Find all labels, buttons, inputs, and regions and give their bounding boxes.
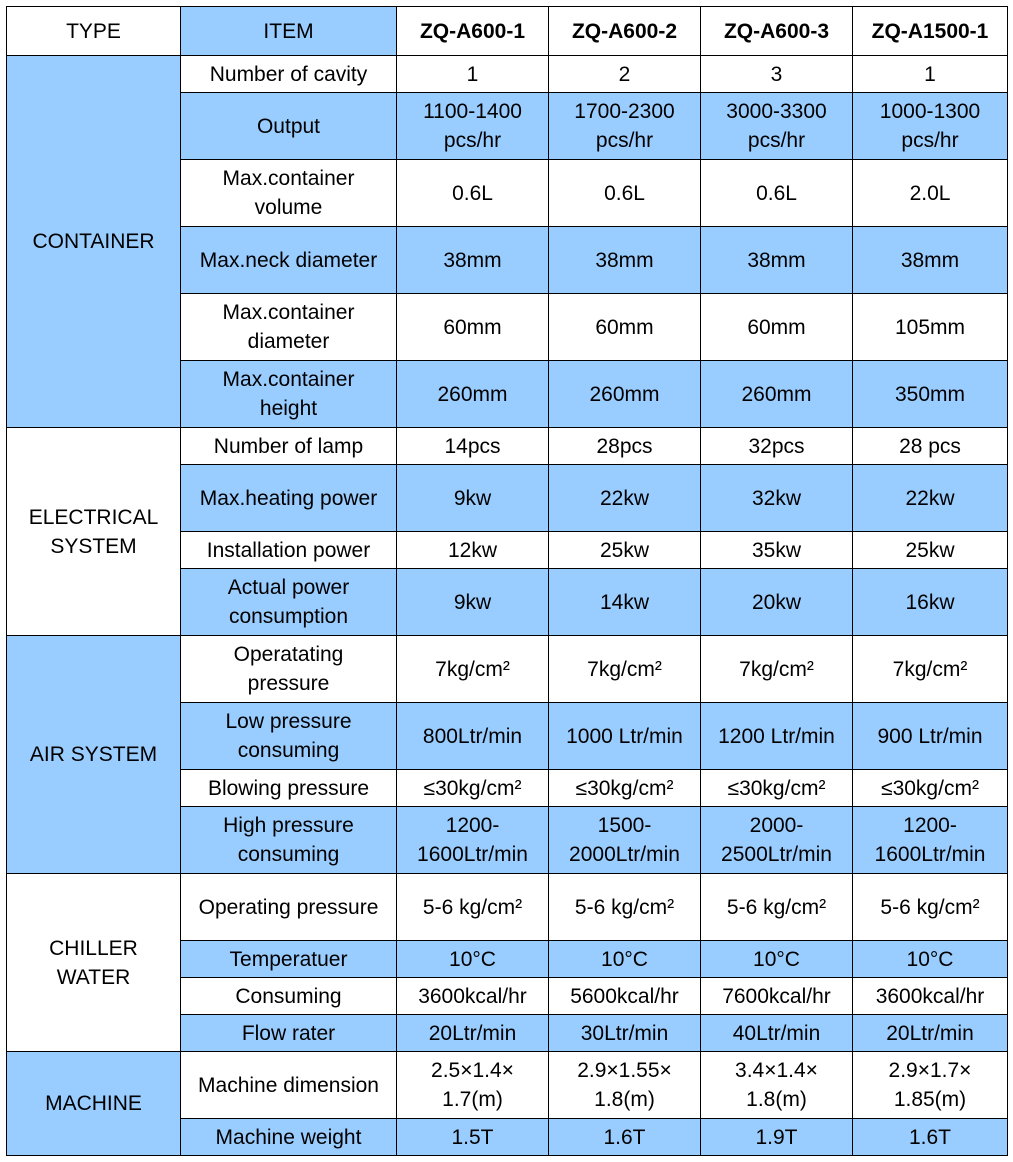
- table-cell: 38mm: [549, 227, 701, 294]
- table-cell: 1500- 2000Ltr/min: [549, 807, 701, 874]
- row-label: Operatating pressure: [181, 636, 397, 703]
- table-cell: 7kg/cm²: [549, 636, 701, 703]
- table-cell: 20kw: [701, 569, 853, 636]
- table-cell: 0.6L: [397, 160, 549, 227]
- table-cell: 350mm: [853, 361, 1008, 428]
- table-cell: ≤30kg/cm²: [701, 770, 853, 807]
- section-machine: MACHINE: [7, 1052, 181, 1156]
- table-cell: 7600kcal/hr: [701, 978, 853, 1015]
- header-model: ZQ-A600-2: [549, 7, 701, 56]
- table-cell: 1.6T: [549, 1119, 701, 1156]
- table-cell: 105mm: [853, 294, 1008, 361]
- table-cell: 1: [397, 56, 549, 93]
- header-model: ZQ-A600-3: [701, 7, 853, 56]
- table-cell: 20Ltr/min: [853, 1015, 1008, 1052]
- table-cell: 900 Ltr/min: [853, 703, 1008, 770]
- table-cell: 60mm: [701, 294, 853, 361]
- table-cell: 12kw: [397, 532, 549, 569]
- table-cell: 3600kcal/hr: [397, 978, 549, 1015]
- table-cell: 5600kcal/hr: [549, 978, 701, 1015]
- table-cell: 260mm: [701, 361, 853, 428]
- table-cell: 1200- 1600Ltr/min: [853, 807, 1008, 874]
- table-cell: 3.4×1.4× 1.8(m): [701, 1052, 853, 1119]
- table-row: [7, 1052, 1008, 1119]
- table-row: [7, 874, 1008, 941]
- table-cell: 10°C: [853, 941, 1008, 978]
- table-cell: 38mm: [853, 227, 1008, 294]
- section-air: AIR SYSTEM: [7, 636, 181, 874]
- row-label: Low pressure consuming: [181, 703, 397, 770]
- table-cell: 38mm: [397, 227, 549, 294]
- table-cell: 2.0L: [853, 160, 1008, 227]
- table-cell: 260mm: [549, 361, 701, 428]
- table-cell: ≤30kg/cm²: [853, 770, 1008, 807]
- table-cell: 7kg/cm²: [701, 636, 853, 703]
- header-model: ZQ-A1500-1: [853, 7, 1008, 56]
- header-row: [7, 7, 1008, 56]
- table-cell: 10°C: [397, 941, 549, 978]
- table-row: [7, 636, 1008, 703]
- table-cell: 0.6L: [549, 160, 701, 227]
- table-cell: 5-6 kg/cm²: [549, 874, 701, 941]
- table-cell: 5-6 kg/cm²: [853, 874, 1008, 941]
- table-cell: 25kw: [549, 532, 701, 569]
- table-cell: 800Ltr/min: [397, 703, 549, 770]
- table-cell: 32kw: [701, 465, 853, 532]
- table-cell: 1.9T: [701, 1119, 853, 1156]
- table-cell: 16kw: [853, 569, 1008, 636]
- table-cell: 1.5T: [397, 1119, 549, 1156]
- table-cell: 1000 Ltr/min: [549, 703, 701, 770]
- table-cell: 2.9×1.7× 1.85(m): [853, 1052, 1008, 1119]
- table-cell: 0.6L: [701, 160, 853, 227]
- row-label: Machine dimension: [181, 1052, 397, 1119]
- table-cell: 9kw: [397, 465, 549, 532]
- table-cell: 14pcs: [397, 428, 549, 465]
- table-cell: 28pcs: [549, 428, 701, 465]
- table-cell: 40Ltr/min: [701, 1015, 853, 1052]
- section-electrical: ELECTRICAL SYSTEM: [7, 428, 181, 636]
- table-cell: 32pcs: [701, 428, 853, 465]
- table-cell: 28 pcs: [853, 428, 1008, 465]
- table-cell: 9kw: [397, 569, 549, 636]
- table-cell: 260mm: [397, 361, 549, 428]
- header-model: ZQ-A600-1: [397, 7, 549, 56]
- row-label: Machine weight: [181, 1119, 397, 1156]
- table-cell: 2: [549, 56, 701, 93]
- row-label: Temperatuer: [181, 941, 397, 978]
- table-cell: 3: [701, 56, 853, 93]
- table-cell: 30Ltr/min: [549, 1015, 701, 1052]
- row-label: Flow rater: [181, 1015, 397, 1052]
- row-label: High pressure consuming: [181, 807, 397, 874]
- table-cell: 7kg/cm²: [853, 636, 1008, 703]
- table-cell: 3000-3300 pcs/hr: [701, 93, 853, 160]
- table-cell: 20Ltr/min: [397, 1015, 549, 1052]
- table-cell: 10°C: [701, 941, 853, 978]
- row-label: Max.heating power: [181, 465, 397, 532]
- table-cell: 22kw: [853, 465, 1008, 532]
- table-cell: 14kw: [549, 569, 701, 636]
- table-cell: 5-6 kg/cm²: [397, 874, 549, 941]
- table-cell: 22kw: [549, 465, 701, 532]
- spec-table: [6, 6, 1008, 1156]
- table-cell: 2000- 2500Ltr/min: [701, 807, 853, 874]
- table-cell: 2.9×1.55× 1.8(m): [549, 1052, 701, 1119]
- table-cell: ≤30kg/cm²: [549, 770, 701, 807]
- table-cell: 7kg/cm²: [397, 636, 549, 703]
- table-cell: 1200 Ltr/min: [701, 703, 853, 770]
- row-label: Max.container volume: [181, 160, 397, 227]
- header-type: TYPE: [7, 7, 181, 56]
- table-cell: 35kw: [701, 532, 853, 569]
- header-item: ITEM: [181, 7, 397, 56]
- table-cell: 2.5×1.4× 1.7(m): [397, 1052, 549, 1119]
- row-label: Actual power consumption: [181, 569, 397, 636]
- table-cell: 25kw: [853, 532, 1008, 569]
- table-cell: 1100-1400 pcs/hr: [397, 93, 549, 160]
- table-cell: 1: [853, 56, 1008, 93]
- row-label: Blowing pressure: [181, 770, 397, 807]
- table-cell: 1200- 1600Ltr/min: [397, 807, 549, 874]
- table-cell: 3600kcal/hr: [853, 978, 1008, 1015]
- row-label: Installation power: [181, 532, 397, 569]
- section-container: CONTAINER: [7, 56, 181, 428]
- table-row: [7, 428, 1008, 465]
- table-cell: 5-6 kg/cm²: [701, 874, 853, 941]
- row-label: Number of cavity: [181, 56, 397, 93]
- table-cell: 1.6T: [853, 1119, 1008, 1156]
- row-label: Number of lamp: [181, 428, 397, 465]
- section-chiller: CHILLER WATER: [7, 874, 181, 1052]
- row-label: Max.container diameter: [181, 294, 397, 361]
- table-cell: 1700-2300 pcs/hr: [549, 93, 701, 160]
- table-cell: ≤30kg/cm²: [397, 770, 549, 807]
- table-cell: 60mm: [397, 294, 549, 361]
- row-label: Max.neck diameter: [181, 227, 397, 294]
- table-cell: 60mm: [549, 294, 701, 361]
- table-row: [7, 56, 1008, 93]
- table-cell: 10°C: [549, 941, 701, 978]
- table-cell: 38mm: [701, 227, 853, 294]
- row-label: Max.container height: [181, 361, 397, 428]
- row-label: Operating pressure: [181, 874, 397, 941]
- row-label: Output: [181, 93, 397, 160]
- row-label: Consuming: [181, 978, 397, 1015]
- table-cell: 1000-1300 pcs/hr: [853, 93, 1008, 160]
